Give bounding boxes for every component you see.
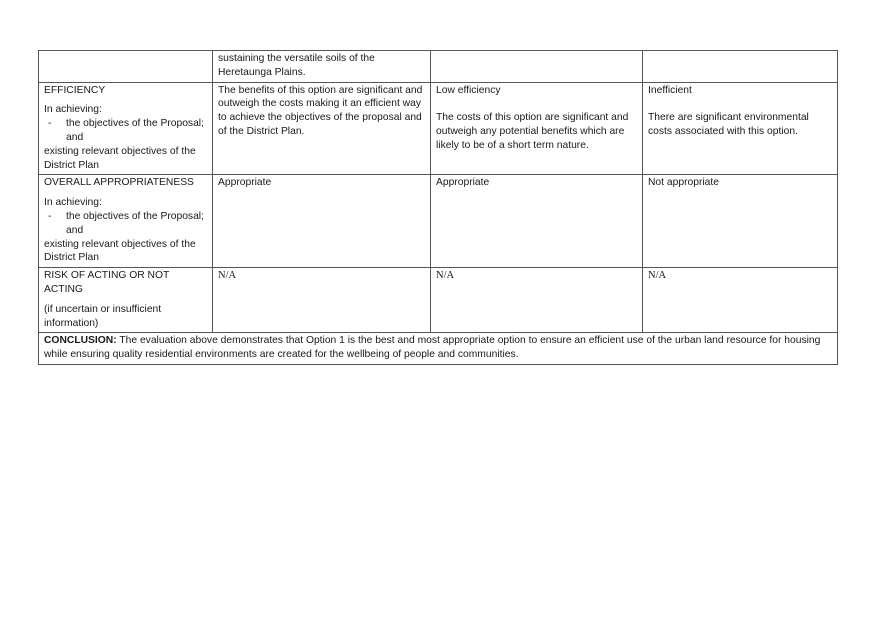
option1-text: The benefits of this option are significant and outweigh the costs making it an efficient way to achieve the objectives of the proposal and of the District Plan.	[218, 84, 423, 137]
in-achieving-label: In achieving:	[44, 197, 102, 209]
conclusion-cell	[39, 333, 838, 365]
option1-cell	[213, 82, 431, 175]
objectives-list	[44, 117, 207, 145]
risk-subtext: (if uncertain or insufficient information)	[44, 303, 162, 329]
option3-cell	[643, 51, 838, 83]
list-item	[66, 117, 207, 145]
in-achieving-label: In achieving:	[44, 104, 102, 116]
row-heading: RISK OF ACTING OR NOT ACTING	[44, 270, 170, 295]
option3-cell	[643, 175, 838, 268]
existing-objectives-text: existing relevant objectives of the District Plan	[44, 145, 196, 171]
option2-cell	[431, 51, 643, 83]
table-row-continuation	[39, 51, 838, 83]
option2-cell	[431, 175, 643, 268]
option2-cell	[431, 268, 643, 333]
option2-text: Appropriate	[436, 177, 490, 189]
option3-text: Not appropriate	[648, 177, 719, 189]
option3-text: N/A	[648, 270, 667, 282]
table-row-conclusion	[39, 333, 838, 365]
option3-heading: Inefficient	[648, 84, 692, 96]
option3-text: There are significant environmental costs associated with this option.	[648, 112, 809, 137]
evaluation-table	[38, 50, 838, 365]
option3-cell	[643, 82, 838, 175]
list-item	[66, 210, 207, 238]
list-item-text: the objectives of the Proposal;	[66, 118, 204, 130]
and-text: and	[66, 224, 84, 236]
cell-text: Heretaunga Plains.	[218, 66, 306, 78]
table-row-efficiency	[39, 82, 838, 175]
criteria-cell	[39, 51, 213, 83]
option2-cell	[431, 82, 643, 175]
cell-text: sustaining the versatile soils of the	[218, 53, 375, 64]
option2-text: N/A	[436, 270, 455, 282]
and-text: and	[66, 131, 84, 143]
conclusion-text: The evaluation above demonstrates that Option 1 is the best and most appropriate option to ensure an efficient use of the urban land resource for housing while ensuring quality residential environments are created for the wellbeing of people and communities.	[44, 335, 821, 361]
criteria-cell	[39, 268, 213, 333]
option1-cell	[213, 268, 431, 333]
objectives-list	[44, 210, 207, 238]
row-heading: OVERALL APPROPRIATENESS	[44, 177, 194, 189]
conclusion-label: CONCLUSION:	[44, 335, 117, 347]
row-heading: EFFICIENCY	[44, 84, 106, 96]
option1-cell	[213, 51, 431, 83]
criteria-cell	[39, 175, 213, 268]
existing-objectives-text: existing relevant objectives of the District Plan	[44, 238, 196, 264]
option2-heading: Low efficiency	[436, 84, 501, 96]
option1-text: N/A	[218, 270, 237, 282]
option1-cell	[213, 175, 431, 268]
option2-text: The costs of this option are significant and outweigh any potential benefits which are likely to be of a short term nature.	[436, 112, 629, 151]
table-row-risk	[39, 268, 838, 333]
criteria-cell	[39, 82, 213, 175]
table-row-appropriateness	[39, 175, 838, 268]
option1-text: Appropriate	[218, 177, 272, 189]
option3-cell	[643, 268, 838, 333]
list-item-text: the objectives of the Proposal;	[66, 210, 204, 222]
